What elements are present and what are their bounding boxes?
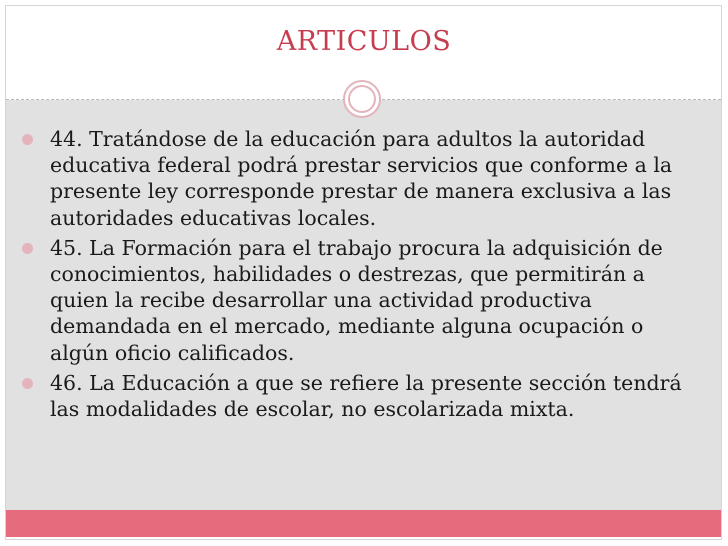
bullet-text: 46. La Educación a que se refiere la presente sección tendrá las modalidades de escolar, no escolarizada mixta. [50, 370, 682, 422]
bottom-accent-bar [6, 510, 721, 537]
list-item [22, 370, 702, 422]
bullet-text: 45. La Formación para el trabajo procura la adquisición de conocimientos, habilidades o destrezas, que permitirán a quien la recibe desarrollar una actividad productiva demandada en el mercado, mediante alguna ocupación o algún oficio calificados. [50, 235, 663, 365]
bullet-icon [22, 243, 33, 254]
bullet-icon [22, 378, 33, 389]
circle-ornament-icon [342, 79, 382, 119]
bullet-text: 44. Tratándose de la educación para adultos la autoridad educativa federal podrá prestar servicios que conforme a la presente ley corresponde prestar de manera exclusiva a las autoridades educativas locales. [50, 127, 673, 230]
list-item [22, 235, 702, 366]
slide-title: ARTICULOS [276, 26, 452, 57]
list-item [22, 126, 702, 231]
bullet-icon [22, 134, 33, 145]
bullet-list [22, 126, 702, 426]
